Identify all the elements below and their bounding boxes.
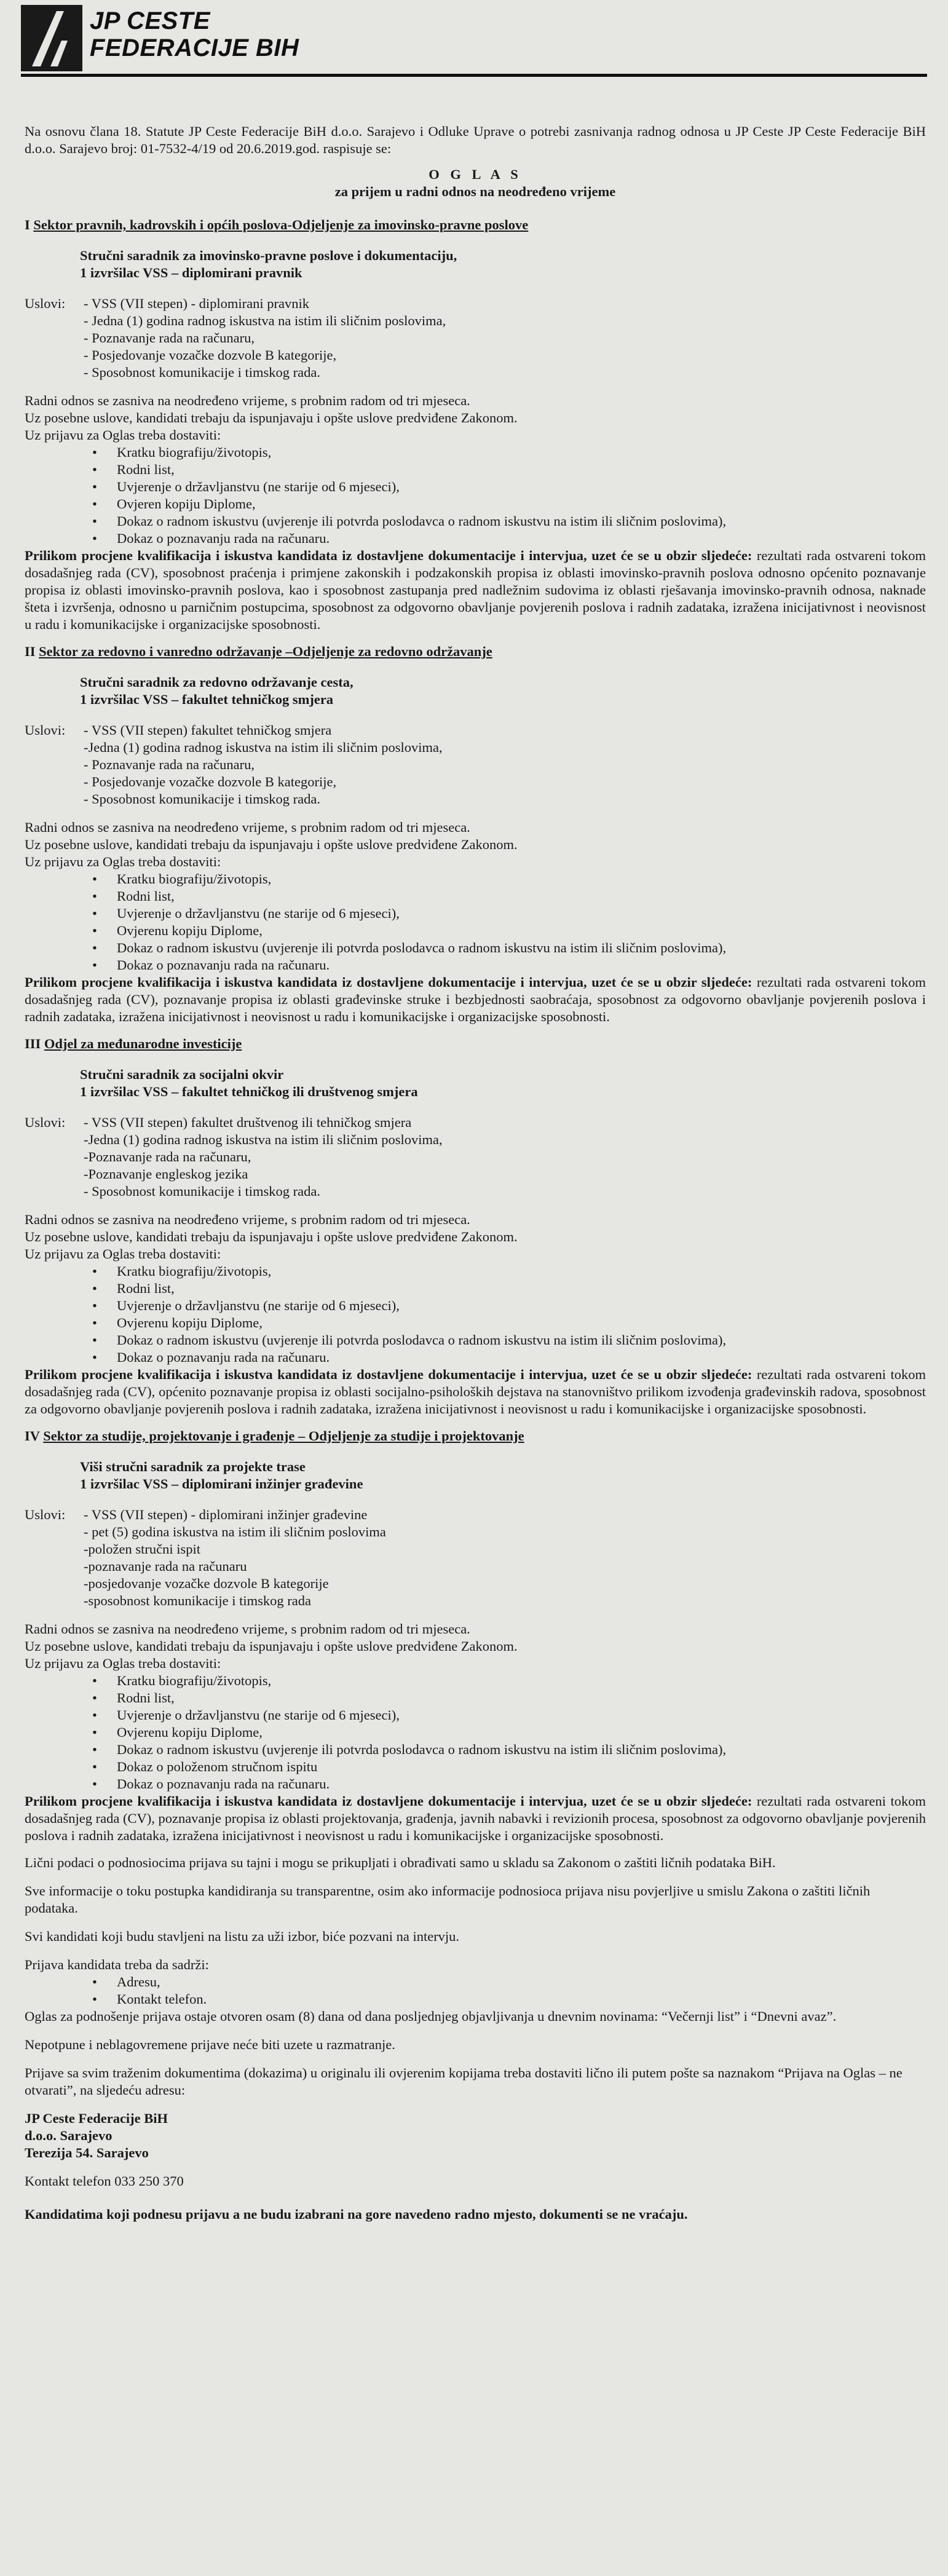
contract-note: Radni odnos se zasniva na neodređeno vrijeme, s probnim radom od tri mjeseca. [25,1212,470,1227]
list-item: • Kontakt telefon. [25,1991,926,2008]
document-item: • Uvjerenje o državljanstvu (ne starije od 6 mjeseci), [25,478,926,496]
document-item: • Ovjerenu kopiju Diplome, [25,1314,926,1332]
assessment-text: rezultati rada ostvareni tokom dosadašnjeg rada (CV), sposobnost praćenja i primjene zakonskih i podzakonskih propisa iz oblasti imovinsko-pravnih poslova odnosno općenito poznavanje propisa iz oblasti imovinsko-pravnih poslova, kao i sposobnost zastupanja pred nadležnim sudovima iz oblasti rješavanja imovinsko-pravnih odnosa, naknade šteta i izvršenja, odnosno u parničnim postupcima, sposobnost za odgovorno obavljanje povjerenih poslova i radnih zadataka, izražena inicijativnost i neovisnost u radu i komunikacijske i organizacijske sposobnosti. [25,548,926,632]
documents-list [25,871,926,974]
sector-number: III [25,1036,41,1051]
document-item: • Dokaz o poznavanju rada na računaru. [25,1776,926,1793]
document-item: • Rodni list, [25,1280,926,1297]
documents-label: Uz prijavu za Oglas treba dostaviti: [25,854,221,869]
condition-item: - VSS (VII stepen) fakultet tehničkog smjera [84,722,332,738]
sector-heading [25,1428,926,1445]
sector-number: IV [25,1428,40,1444]
condition-item: - Poznavanje rada na računaru, [84,757,255,772]
position-name: Stručni saradnik za imovinsko-pravne poslove i dokumentaciju, [80,248,457,263]
document-item: • Uvjerenje o državljanstvu (ne starije od 6 mjeseci), [25,1707,926,1724]
conditions-label: Uslovi: [25,1115,66,1130]
sector-heading [25,643,926,660]
sector-number: II [25,644,36,659]
must-contain-label: Prijava kandidata treba da sadrži: [25,1957,209,1972]
condition-item: - Posjedovanje vozačke dozvole B kategorije, [84,774,337,789]
privacy-note: Lični podaci o podnosiocima prijava su tajni i mogu se prikupljati i obrađivati samo u skladu sa Zakonom o zaštiti ličnih podataka BiH. [25,1855,776,1870]
condition-item: -položen stručni ispit [84,1541,200,1557]
documents-list [25,444,926,547]
position-name: Stručni saradnik za socijalni okvir [80,1067,284,1082]
document-item: • Ovjerenu kopiju Diplome, [25,922,926,939]
general-conditions-note: Uz posebne uslove, kandidati trebaju da ispunjavaju i opšte uslove predviđene Zakonom. [25,1229,518,1244]
conditions [25,1506,926,1610]
list-item: • Adresu, [25,1973,926,1991]
address-line: d.o.o. Sarajevo [25,2128,113,2143]
position-name: Viši stručni saradnik za projekte trase [80,1459,306,1474]
condition-item: -Jedna (1) godina radnog iskustva na istim ili sličnim poslovima, [84,740,443,755]
document-item: • Dokaz o radnom iskustvu (uvjerenje ili potvrda poslodavca o radnom iskustvu na istim ili sličnim poslovima), [25,513,926,530]
documents-label: Uz prijavu za Oglas treba dostaviti: [25,1656,221,1671]
documents-list [25,1263,926,1366]
deadline-note: Oglas za podnošenje prijava ostaje otvoren osam (8) dana od dana posljednjeg objavljivanja u dnevnim novinama: “Večernji list” i “Dnevni avaz”. [25,2009,837,2024]
document-item: • Kratku biografiju/životopis, [25,1672,926,1689]
condition-item: -Poznavanje engleskog jezika [84,1166,248,1182]
condition-item: - Jedna (1) godina radnog iskustva na istim ili sličnim poslovima, [84,313,446,328]
postal-address [25,2110,926,2162]
conditions [25,722,926,808]
condition-item: - VSS (VII stepen) fakultet društvenog ili tehničkog smjera [84,1115,412,1130]
condition-item: -posjedovanje vozačke dozvole B kategorije [84,1576,329,1591]
condition-item: - VSS (VII stepen) - diplomirani pravnik [84,296,310,311]
document-item: • Dokaz o poznavanju rada na računaru. [25,1349,926,1366]
document-item: • Kratku biografiju/životopis, [25,1263,926,1280]
assessment-text: rezultati rada ostvareni tokom dosadašnjeg rada (CV), poznavanje propisa iz oblasti građevinske struke i bezbjednosti saobraćaja, sposobnost za odgovorno obavljanje povjerenih poslova i radnih zadataka, izražena inicijativnost i neovisnost u radu i komunikacijske i organizacijske sposobnosti. [25,974,926,1024]
documents-label: Uz prijavu za Oglas treba dostaviti: [25,1246,221,1262]
condition-item: - Poznavanje rada na računaru, [84,330,255,346]
condition-item: - pet (5) godina iskustva na istim ili sličnim poslovima [84,1524,386,1539]
document-item: • Uvjerenje o državljanstvu (ne starije od 6 mjeseci), [25,1297,926,1314]
final-note: Kandidatima koji podnesu prijavu a ne budu izabrani na gore navedeno radno mjesto, dokumenti se ne vraćaju. [25,2207,688,2222]
announcement-body [25,123,926,2223]
logo-line2: FEDERACIJE BIH [90,34,299,61]
condition-item: -Jedna (1) godina radnog iskustva na istim ili sličnim poslovima, [84,1132,443,1147]
conditions [25,1114,926,1200]
sector-heading [25,1035,926,1053]
contract-note: Radni odnos se zasniva na neodređeno vrijeme, s probnim radom od tri mjeseca. [25,820,470,835]
sector-title: Sektor za redovno i vanredno održavanje –Odjeljenje za redovno održavanje [39,644,492,659]
section-2 [25,643,926,1025]
document-item: • Dokaz o radnom iskustvu (uvjerenje ili potvrda poslodavca o radnom iskustvu na istim ili sličnim poslovima), [25,1332,926,1349]
contract-note: Radni odnos se zasniva na neodređeno vrijeme, s probnim radom od tri mjeseca. [25,1621,470,1637]
assessment-criteria [25,1366,926,1418]
position-count: 1 izvršilac VSS – diplomirani pravnik [80,265,302,280]
assessment-criteria [25,974,926,1025]
company-logo-icon [21,5,82,71]
address-line: Terezija 54. Sarajevo [25,2145,149,2160]
document-item: • Dokaz o poznavanju rada na računaru. [25,530,926,547]
assessment-lead: Prilikom procjene kvalifikacija i iskustva kandidata iz dostavljene dokumentacije i intervjua, uzet će se u obzir sljedeće: [25,1793,752,1809]
sections [25,216,926,1844]
condition-item: -Poznavanje rada na računaru, [84,1149,251,1164]
assessment-lead: Prilikom procjene kvalifikacija i iskustva kandidata iz dostavljene dokumentacije i intervjua, uzet će se u obzir sljedeće: [25,974,752,990]
assessment-text: rezultati rada ostvareni tokom dosadašnjeg rada (CV), općenito poznavanje propisa iz oblasti socijalno-psiholoških dejstava na stanovništvo prilikom izvođenja građevinskih radova, sposobnost za odgovorno obavljanje povjerenih poslova i radnih zadataka, izražena inicijativnost i neovisnost u radu i komunikacijske i organizacijske sposobnosti. [25,1367,926,1416]
position-title [80,1458,926,1493]
general-conditions-note: Uz posebne uslove, kandidati trebaju da ispunjavaju i opšte uslove predviđene Zakonom. [25,837,518,852]
section-1 [25,216,926,633]
condition-item: -poznavanje rada na računaru [84,1559,247,1574]
assessment-lead: Prilikom procjene kvalifikacija i iskustva kandidata iz dostavljene dokumentacije i intervjua, uzet će se u obzir sljedeće: [25,1367,752,1382]
announcement-title: O G L A S [429,167,522,182]
document-item: • Kratku biografiju/životopis, [25,871,926,888]
assessment-criteria [25,547,926,633]
condition-item: - Sposobnost komunikacije i timskog rada. [84,365,320,380]
condition-item: -sposobnost komunikacije i timskog rada [84,1593,311,1608]
position-name: Stručni saradnik za redovno održavanje cesta, [80,674,354,690]
document-item: • Rodni list, [25,1689,926,1707]
assessment-text: rezultati rada ostvareni tokom dosadašnjeg rada (CV), poznavanje propisa iz oblasti projektovanja, građenja, javnih nabavki i revizionih procesa, sposobnost za odgovorno obavljanje povjerenih poslova i radnih zadataka, izražena inicijativnost i neovisnost u radu i komunikacijske i organizacijske sposobnosti. [25,1793,926,1843]
header-rule [21,74,927,77]
condition-item: - VSS (VII stepen) - diplomirani inžinjer građevine [84,1507,368,1522]
document-item: • Uvjerenje o državljanstvu (ne starije od 6 mjeseci), [25,905,926,922]
section-3 [25,1035,926,1418]
assessment-criteria [25,1793,926,1844]
position-count: 1 izvršilac VSS – fakultet tehničkog ili društvenog smjera [80,1084,418,1099]
interview-note: Svi kandidati koji budu stavljeni na listu za uži izbor, biće pozvani na intervju. [25,1929,460,1944]
documents-list [25,1672,926,1793]
document-item: • Rodni list, [25,888,926,905]
position-count: 1 izvršilac VSS – diplomirani inžinjer građevine [80,1476,363,1491]
header [21,0,927,75]
closing-section [25,1854,926,2223]
conditions-label: Uslovi: [25,722,66,738]
company-logo-text [90,7,299,61]
conditions [25,295,926,381]
documents-label: Uz prijavu za Oglas treba dostaviti: [25,427,221,443]
document-item: • Rodni list, [25,461,926,478]
sector-title: Odjel za međunarodne investicije [44,1036,242,1051]
sector-number: I [25,217,30,232]
must-contain-list [25,1973,926,2008]
document-item: • Dokaz o poznavanju rada na računaru. [25,957,926,974]
position-title [80,1066,926,1100]
document-item: • Dokaz o radnom iskustvu (uvjerenje ili potvrda poslodavca o radnom iskustvu na istim ili sličnim poslovima), [25,1741,926,1758]
contract-note: Radni odnos se zasniva na neodređeno vrijeme, s probnim radom od tri mjeseca. [25,393,470,408]
incomplete-note: Nepotpune i neblagovremene prijave neće biti uzete u razmatranje. [25,2037,395,2052]
sector-heading [25,216,926,234]
transparency-note: Sve informacije o toku postupka kandidiranja su transparentne, osim ako informacije podnosioca prijava nisu povjerljive u smislu Zakona o zaštiti ličnih podataka. [25,1883,871,1916]
position-title [80,247,926,282]
delivery-note: Prijave sa svim traženim dokumentima (dokazima) u originalu ili ovjerenim kopijama treba dostaviti lično ili putem pošte sa naznakom “Prijava na Oglas – ne otvarati”, na sljedeću adresu: [25,2065,903,2098]
logo-line1: JP CESTE [90,7,210,34]
assessment-lead: Prilikom procjene kvalifikacija i iskustva kandidata iz dostavljene dokumentacije i intervjua, uzet će se u obzir sljedeće: [25,548,752,563]
document-item: • Dokaz o radnom iskustvu (uvjerenje ili potvrda poslodavca o radnom iskustvu na istim ili sličnim poslovima), [25,939,926,957]
condition-item: - Sposobnost komunikacije i timskog rada. [84,791,320,807]
conditions-label: Uslovi: [25,296,66,311]
condition-item: - Posjedovanje vozačke dozvole B kategorije, [84,347,337,363]
position-count: 1 izvršilac VSS – fakultet tehničkog smjera [80,692,334,707]
position-title [80,674,926,708]
intro-paragraph: Na osnovu člana 18. Statute JP Ceste Federacije BiH d.o.o. Sarajevo i Odluke Uprave o potrebi zasnivanja radnog odnosa u JP Ceste JP Ceste Federacije BiH d.o.o. Sarajevo broj: 01-7532-4/19 od 20.6.2019.god. raspisuje se: [25,124,926,156]
contact-phone: Kontakt telefon 033 250 370 [25,2173,184,2189]
section-4 [25,1428,926,1844]
condition-item: - Sposobnost komunikacije i timskog rada. [84,1183,320,1199]
document-item: • Dokaz o položenom stručnom ispitu [25,1758,926,1776]
document-item: • Ovjeren kopiju Diplome, [25,496,926,513]
general-conditions-note: Uz posebne uslove, kandidati trebaju da ispunjavaju i opšte uslove predviđene Zakonom. [25,1638,518,1654]
conditions-label: Uslovi: [25,1507,66,1522]
general-conditions-note: Uz posebne uslove, kandidati trebaju da ispunjavaju i opšte uslove predviđene Zakonom. [25,410,518,425]
address-line: JP Ceste Federacije BiH [25,2111,168,2126]
sector-title: Sektor za studije, projektovanje i građenje – Odjeljenje za studije i projektovanje [43,1428,524,1444]
announcement-subtitle: za prijem u radni odnos na neodređeno vrijeme [334,184,616,199]
document-item: • Ovjerenu kopiju Diplome, [25,1724,926,1741]
document-item: • Kratku biografiju/životopis, [25,444,926,461]
sector-title: Sektor pravnih, kadrovskih i općih poslova-Odjeljenje za imovinsko-pravne poslove [33,217,529,232]
